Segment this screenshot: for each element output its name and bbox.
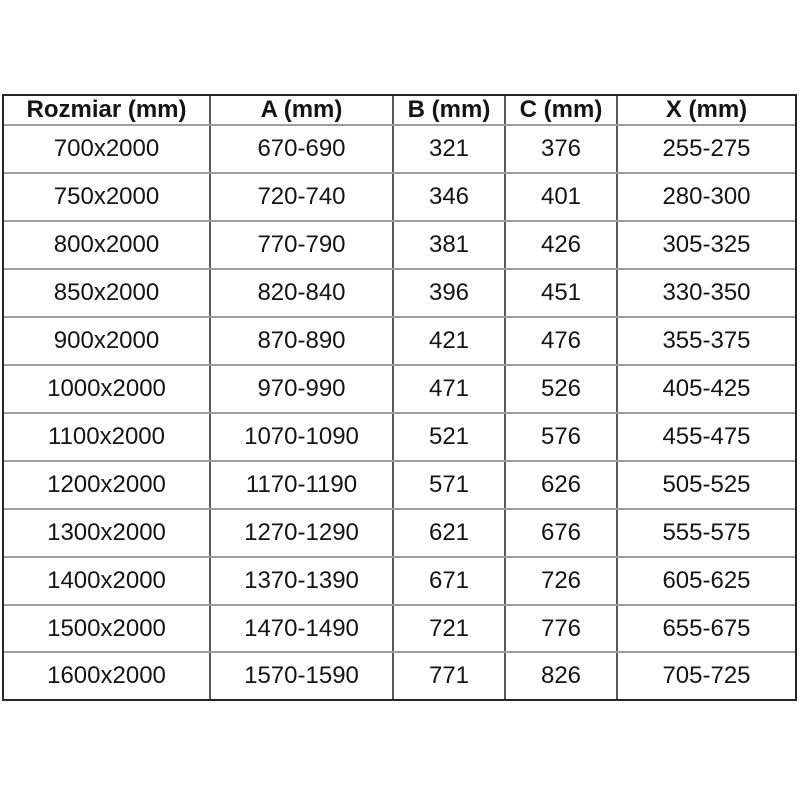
table-cell: 870-890: [210, 317, 393, 365]
table-cell: 605-625: [617, 557, 795, 605]
table-cell: 321: [393, 125, 505, 173]
table-cell: 305-325: [617, 221, 795, 269]
table-cell: 1500x2000: [4, 605, 210, 653]
table-cell: 1400x2000: [4, 557, 210, 605]
table-cell: 330-350: [617, 269, 795, 317]
table-cell: 451: [505, 269, 617, 317]
table-cell: 721: [393, 605, 505, 653]
table-cell: 1600x2000: [4, 652, 210, 699]
table-cell: 576: [505, 413, 617, 461]
table-cell: 521: [393, 413, 505, 461]
table-cell: 381: [393, 221, 505, 269]
table-row: [4, 173, 795, 221]
table-cell: 705-725: [617, 652, 795, 699]
table-cell: 700x2000: [4, 125, 210, 173]
size-table-frame: [2, 94, 797, 701]
table-cell: 1000x2000: [4, 365, 210, 413]
table-cell: 1200x2000: [4, 461, 210, 509]
table-cell: 900x2000: [4, 317, 210, 365]
table-cell: 571: [393, 461, 505, 509]
table-cell: 471: [393, 365, 505, 413]
table-cell: 1070-1090: [210, 413, 393, 461]
table-row: [4, 125, 795, 173]
table-cell: 826: [505, 652, 617, 699]
table-cell: 396: [393, 269, 505, 317]
table-row: [4, 365, 795, 413]
table-cell: 555-575: [617, 509, 795, 557]
table-cell: 1570-1590: [210, 652, 393, 699]
table-cell: 455-475: [617, 413, 795, 461]
size-table: [4, 96, 795, 699]
table-cell: 1170-1190: [210, 461, 393, 509]
table-cell: 401: [505, 173, 617, 221]
table-row: [4, 509, 795, 557]
table-row: [4, 269, 795, 317]
table-head: [4, 96, 795, 125]
table-cell: 280-300: [617, 173, 795, 221]
table-cell: 1100x2000: [4, 413, 210, 461]
table-cell: 670-690: [210, 125, 393, 173]
table-cell: 676: [505, 509, 617, 557]
table-cell: 850x2000: [4, 269, 210, 317]
table-cell: 770-790: [210, 221, 393, 269]
table-cell: 626: [505, 461, 617, 509]
table-cell: 1270-1290: [210, 509, 393, 557]
table-cell: 776: [505, 605, 617, 653]
table-body: [4, 125, 795, 699]
table-cell: 421: [393, 317, 505, 365]
table-cell: 970-990: [210, 365, 393, 413]
table-row: [4, 413, 795, 461]
table-cell: 1300x2000: [4, 509, 210, 557]
table-cell: 621: [393, 509, 505, 557]
table-cell: 476: [505, 317, 617, 365]
table-cell: 820-840: [210, 269, 393, 317]
header-row: [4, 96, 795, 125]
table-cell: 426: [505, 221, 617, 269]
table-row: [4, 557, 795, 605]
table-cell: 405-425: [617, 365, 795, 413]
header-cell: A (mm): [210, 96, 393, 125]
table-cell: 355-375: [617, 317, 795, 365]
table-row: [4, 317, 795, 365]
table-cell: 255-275: [617, 125, 795, 173]
table-cell: 671: [393, 557, 505, 605]
table-cell: 800x2000: [4, 221, 210, 269]
table-row: [4, 605, 795, 653]
table-cell: 1470-1490: [210, 605, 393, 653]
table-row: [4, 652, 795, 699]
header-cell: Rozmiar (mm): [4, 96, 210, 125]
table-cell: 505-525: [617, 461, 795, 509]
table-cell: 720-740: [210, 173, 393, 221]
table-cell: 750x2000: [4, 173, 210, 221]
table-cell: 1370-1390: [210, 557, 393, 605]
table-cell: 526: [505, 365, 617, 413]
header-cell: B (mm): [393, 96, 505, 125]
table-cell: 726: [505, 557, 617, 605]
table-cell: 346: [393, 173, 505, 221]
table-cell: 655-675: [617, 605, 795, 653]
table-row: [4, 221, 795, 269]
table-cell: 771: [393, 652, 505, 699]
table-cell: 376: [505, 125, 617, 173]
header-cell: C (mm): [505, 96, 617, 125]
header-cell: X (mm): [617, 96, 795, 125]
table-row: [4, 461, 795, 509]
